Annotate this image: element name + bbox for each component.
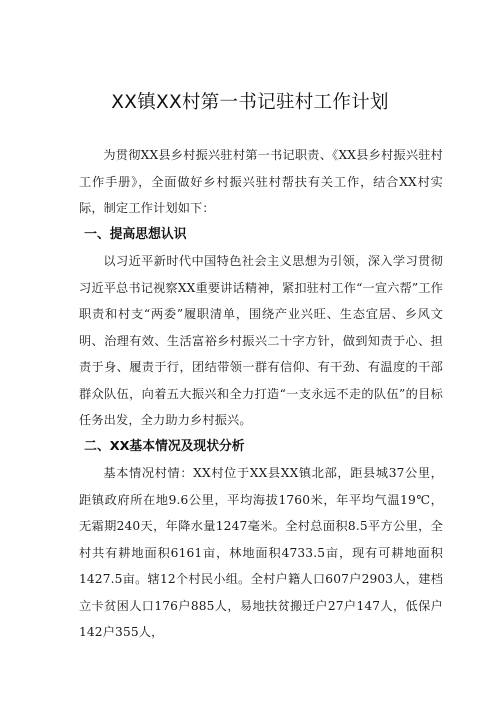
document-title: XX镇XX村第一书记驻村工作计划 — [111, 92, 389, 113]
section-paragraph-1: 以习近平新时代中国特色社会主义思想为引领，深入学习贯彻习近平总书记视察XX重要讲话精神，紧扣驻村工作“一宣六帮”工作职责和村支“两委”履职清单，围绕产业兴旺、生态宜居、乡风文明、治理有效、生活富裕乡村振兴二十字方针，做到知责于心、担责于身、履责于行，团结带领一群有信仰、有干劲、有温度的干部群众队伍，向着五大振兴和全力打造“一支永远不走的队伍”的目标任务出发，全力助力乡村振兴。 — [79, 254, 443, 427]
section-paragraph-2: 基本情况村情：XX村位于XX县XX镇北部，距县城37公里，距镇政府所在地9.6公里，平均海拔1760米，年平均气温19℃，无霜期240天，年降水量1247毫米。全村总面积8.5平方公里，全村共有耕地面积6161亩，林地面积4733.5亩，现有可耕地面积1427.5亩。辖12个村民小组。全村户籍人口607户2903人，建档立卡贫困人口176户885人，易地扶贫搬迁户27户147人，低保户142户355人， — [79, 466, 443, 639]
intro-paragraph: 为贯彻XX县乡村振兴驻村第一书记职责、《XX县乡村振兴驻村工作手册》，全面做好乡村振兴驻村帮扶有关工作，结合XX村实际，制定工作计划如下： — [79, 148, 443, 215]
section-heading-1: 一、提高思想认识 — [84, 226, 187, 242]
section-heading-2: 二、XX基本情况及现状分析 — [84, 438, 245, 454]
document-body — [79, 142, 443, 646]
